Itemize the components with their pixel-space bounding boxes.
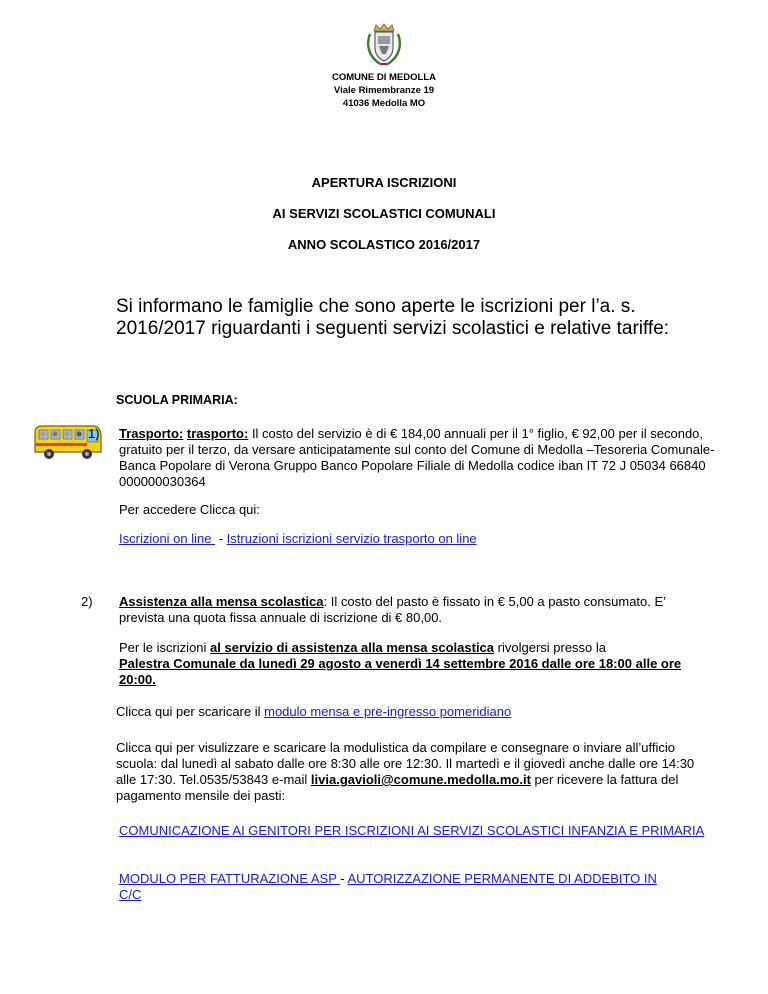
item-2-text-block xyxy=(119,594,679,626)
communication-link-block xyxy=(119,823,709,839)
download-prefix: Clicca qui per scaricare il xyxy=(116,704,265,719)
invoicing-form-link[interactable]: MODULO PER FATTURAZIONE ASP xyxy=(119,871,341,886)
org-name: COMUNE DI MEDOLLA xyxy=(332,72,436,83)
forms-link-separator: - xyxy=(340,871,348,886)
item-1-label-b: trasporto: xyxy=(186,426,249,441)
reg-place: Palestra Comunale da lunedì 29 agosto a venerdì 14 settembre 2016 dalle ore 18:00 alle ore 20:00. xyxy=(119,656,682,687)
item-1-number: 1) xyxy=(88,426,100,441)
forms-links-block xyxy=(119,871,659,903)
item-2-number: 2) xyxy=(81,594,93,609)
item-2-registration xyxy=(119,640,699,688)
item-2-text: : Il costo del pasto è fissato in € 5,00 a pasto consumato. E’ prevista una quota fissa annuale di iscrizione di € 80,00. xyxy=(119,594,666,625)
reg-suffix: rivolgersi presso la xyxy=(494,640,607,655)
item-1-text: Il costo del servizio è di € 184,00 annuali per il 1° figlio, € 92,00 per il secondo, gratuito per il terzo, da versare anticipatamente sul conto del Comune di Medolla –Tesoreria Comunale- Banca Popolare di Verona Gruppo Banco Popolare Filiale di Medolla codice iban IT 72 J 05034 66840 000000030364 xyxy=(119,426,715,489)
item-2-label: Assistenza alla mensa scolastica xyxy=(119,594,324,609)
transport-instructions-link[interactable]: Istruzioni iscrizioni servizio trasporto on line xyxy=(226,531,477,546)
parents-communication-link[interactable]: COMUNICAZIONE AI GENITORI PER ISCRIZIONI AI SERVIZI SCOLASTICI INFANZIA E PRIMARIA xyxy=(119,823,705,838)
canteen-form-link[interactable]: modulo mensa e pre-ingresso pomeridiano xyxy=(264,704,512,719)
municipal-crest-icon xyxy=(364,22,404,68)
forms-suffix: per ricevere la fattura del pagamento mensile dei pasti: xyxy=(116,772,679,803)
section-heading: SCUOLA PRIMARIA: xyxy=(116,393,238,407)
item-1-links xyxy=(119,531,477,547)
item-1-text-block xyxy=(119,426,719,490)
title-line-1: APERTURA ISCRIZIONI xyxy=(311,175,457,190)
forms-text: Clicca qui per visulizzare e scaricare la modulistica da compilare e consegnare o inviare all’ufficio scuola: dal lunedì al sabato dalle ore 8:30 alle ore 12:30. Il martedì e il giovedì anche dalle ore 14:30 alle 17:30. Tel.0535/53843 e-mail xyxy=(116,740,695,787)
email-link[interactable]: livia.gavioli@comune.medolla.mo.it xyxy=(310,772,531,787)
title-line-2: AI SERVIZI SCOLASTICI COMUNALI xyxy=(272,206,496,221)
item-2-download xyxy=(116,704,511,720)
intro-paragraph: Si informano le famiglie che sono aperte le iscrizioni per l’a. s. 2016/2017 riguardanti i seguenti servizi scolastici e relative tariffe: xyxy=(116,296,670,339)
address-line-1: Viale Rimembranze 19 xyxy=(333,85,435,96)
reg-bold: al servizio di assistenza alla mensa scolastica xyxy=(210,640,495,655)
address-line-2: 41036 Medolla MO xyxy=(342,98,426,109)
direct-debit-authorization-link[interactable]: AUTORIZZAZIONE PERMANENTE DI ADDEBITO IN C/C xyxy=(119,871,657,902)
item-2-forms xyxy=(116,740,706,804)
item-1-access-text: Per accedere Clicca qui: xyxy=(119,502,260,517)
online-registration-link[interactable]: Iscrizioni on line xyxy=(119,531,216,546)
link-separator: - xyxy=(215,531,227,546)
title-line-3: ANNO SCOLASTICO 2016/2017 xyxy=(287,237,481,252)
item-1-label-a: Trasporto: xyxy=(119,426,184,441)
reg-prefix: Per le iscrizioni xyxy=(119,640,211,655)
